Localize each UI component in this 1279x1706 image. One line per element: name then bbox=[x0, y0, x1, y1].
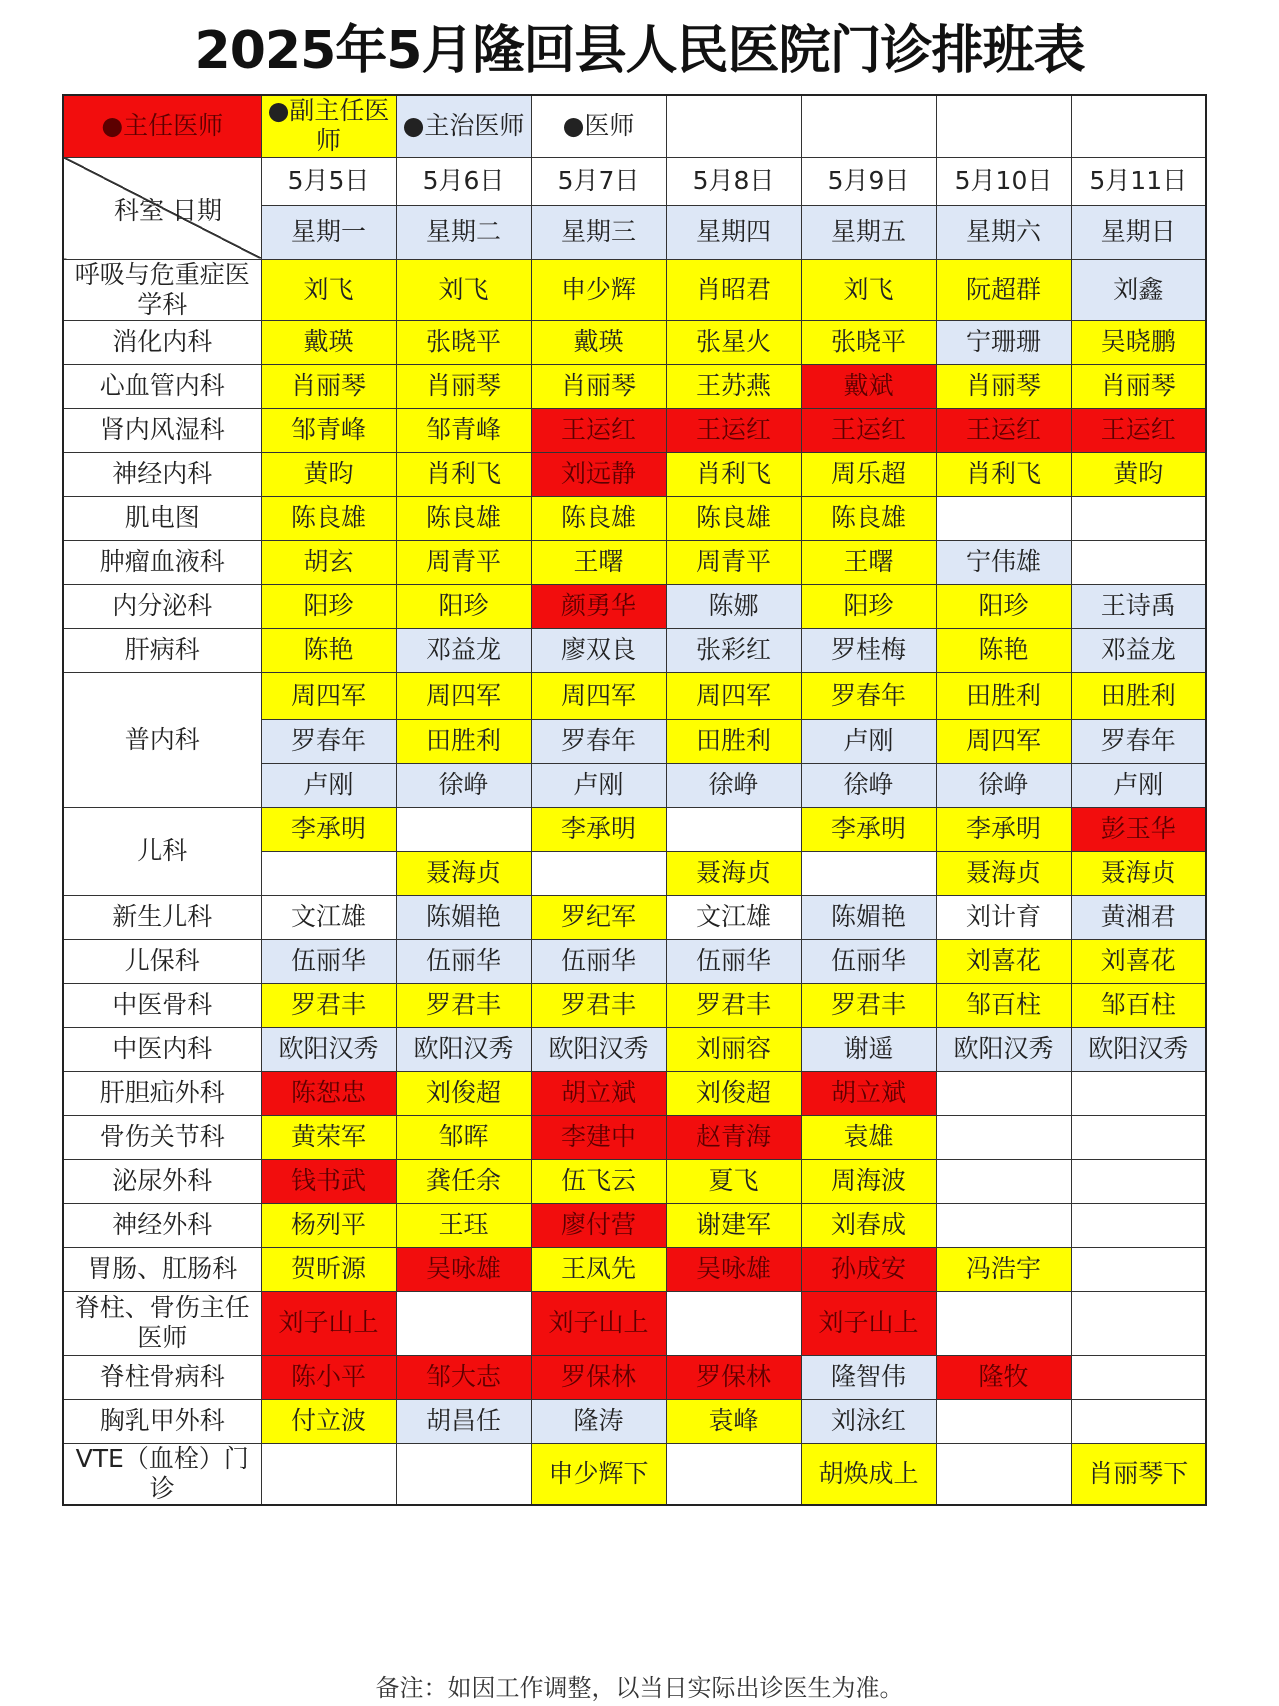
dept-row bbox=[63, 1071, 1206, 1115]
dept-name: 胃肠、肛肠科 bbox=[63, 1247, 261, 1291]
dept-name: 中医内科 bbox=[63, 1027, 261, 1071]
doctor-cell: 罗保林 bbox=[666, 1355, 801, 1399]
doctor-cell: 周青平 bbox=[666, 540, 801, 584]
doctor-cell: 周四军 bbox=[531, 672, 666, 719]
doctor-cell: 欧阳汉秀 bbox=[396, 1027, 531, 1071]
legend-attending: ●主治医师 bbox=[396, 95, 531, 157]
page-title: 2025年5月隆回县人民医院门诊排班表 bbox=[194, 21, 1085, 81]
dept-name: 肾内风湿科 bbox=[63, 408, 261, 452]
date-cell: 5月6日 bbox=[396, 157, 531, 205]
dept-name: VTE（血栓）门诊 bbox=[63, 1443, 261, 1505]
doctor-cell bbox=[936, 1159, 1071, 1203]
doctor-cell: 伍丽华 bbox=[801, 939, 936, 983]
doctor-cell: 李承明 bbox=[936, 807, 1071, 851]
dept-name: 神经外科 bbox=[63, 1203, 261, 1247]
legend-physician: ●医师 bbox=[531, 95, 666, 157]
legend-empty bbox=[1071, 95, 1206, 157]
doctor-cell bbox=[936, 1115, 1071, 1159]
dept-row bbox=[63, 408, 1206, 452]
doctor-cell: 陈良雄 bbox=[801, 496, 936, 540]
doctor-cell bbox=[936, 1399, 1071, 1443]
weekday-cell: 星期一 bbox=[261, 205, 396, 259]
doctor-cell bbox=[261, 1443, 396, 1505]
doctor-cell bbox=[666, 807, 801, 851]
doctor-cell bbox=[936, 496, 1071, 540]
doctor-cell: 肖丽琴 bbox=[936, 364, 1071, 408]
doctor-cell: 欧阳汉秀 bbox=[1071, 1027, 1206, 1071]
doctor-cell: 夏飞 bbox=[666, 1159, 801, 1203]
doctor-cell: 袁峰 bbox=[666, 1399, 801, 1443]
schedule-table bbox=[62, 94, 1207, 1506]
doctor-cell: 申少辉 bbox=[531, 259, 666, 320]
dept-row bbox=[63, 628, 1206, 672]
date-cell: 5月7日 bbox=[531, 157, 666, 205]
dept-name: 骨伤关节科 bbox=[63, 1115, 261, 1159]
weekday-cell: 星期六 bbox=[936, 205, 1071, 259]
doctor-cell: 宁伟雄 bbox=[936, 540, 1071, 584]
doctor-cell: 王运红 bbox=[801, 408, 936, 452]
doctor-cell: 卢刚 bbox=[1071, 763, 1206, 807]
doctor-cell: 伍飞云 bbox=[531, 1159, 666, 1203]
doctor-cell: 黄荣军 bbox=[261, 1115, 396, 1159]
doctor-cell: 吴咏雄 bbox=[666, 1247, 801, 1291]
doctor-cell: 王运红 bbox=[1071, 408, 1206, 452]
dept-row bbox=[63, 1115, 1206, 1159]
doctor-cell: 陈良雄 bbox=[666, 496, 801, 540]
doctor-cell: 邹晖 bbox=[396, 1115, 531, 1159]
doctor-cell: 黄昀 bbox=[261, 452, 396, 496]
doctor-cell: 刘鑫 bbox=[1071, 259, 1206, 320]
doctor-cell: 杨列平 bbox=[261, 1203, 396, 1247]
doctor-cell: 戴瑛 bbox=[261, 320, 396, 364]
dept-name: 新生儿科 bbox=[63, 895, 261, 939]
doctor-cell: 李承明 bbox=[801, 807, 936, 851]
doctor-cell: 王曙 bbox=[531, 540, 666, 584]
doctor-cell: 张晓平 bbox=[801, 320, 936, 364]
doctor-cell: 周海波 bbox=[801, 1159, 936, 1203]
corner-cell bbox=[63, 157, 261, 259]
doctor-cell: 黄湘君 bbox=[1071, 895, 1206, 939]
doctor-cell: 欧阳汉秀 bbox=[261, 1027, 396, 1071]
doctor-cell: 罗春年 bbox=[531, 719, 666, 763]
doctor-cell: 周四军 bbox=[666, 672, 801, 719]
doctor-cell: 刘泳红 bbox=[801, 1399, 936, 1443]
dept-name: 呼吸与危重症医学科 bbox=[63, 259, 261, 320]
doctor-cell: 田胜利 bbox=[396, 719, 531, 763]
doctor-cell: 黄昀 bbox=[1071, 452, 1206, 496]
doctor-cell: 徐峥 bbox=[801, 763, 936, 807]
doctor-cell: 钱书武 bbox=[261, 1159, 396, 1203]
doctor-cell: 文江雄 bbox=[261, 895, 396, 939]
doctor-cell: 罗桂梅 bbox=[801, 628, 936, 672]
doctor-cell bbox=[1071, 1291, 1206, 1355]
doctor-cell: 卢刚 bbox=[261, 763, 396, 807]
doctor-cell: 颜勇华 bbox=[531, 584, 666, 628]
dept-name: 肝病科 bbox=[63, 628, 261, 672]
dept-row bbox=[63, 364, 1206, 408]
doctor-cell: 陈艳 bbox=[261, 628, 396, 672]
doctor-cell: 伍丽华 bbox=[666, 939, 801, 983]
dept-name: 肌电图 bbox=[63, 496, 261, 540]
doctor-cell: 伍丽华 bbox=[261, 939, 396, 983]
doctor-cell: 陈小平 bbox=[261, 1355, 396, 1399]
weekday-cell: 星期三 bbox=[531, 205, 666, 259]
dept-row bbox=[63, 983, 1206, 1027]
doctor-cell: 肖丽琴 bbox=[1071, 364, 1206, 408]
doctor-cell: 李建中 bbox=[531, 1115, 666, 1159]
doctor-cell: 邹百柱 bbox=[1071, 983, 1206, 1027]
doctor-cell: 罗春年 bbox=[1071, 719, 1206, 763]
doctor-cell: 田胜利 bbox=[1071, 672, 1206, 719]
doctor-cell: 徐峥 bbox=[396, 763, 531, 807]
doctor-cell: 罗君丰 bbox=[531, 983, 666, 1027]
doctor-cell: 陈媚艳 bbox=[801, 895, 936, 939]
doctor-cell: 刘飞 bbox=[396, 259, 531, 320]
doctor-cell: 阳珍 bbox=[936, 584, 1071, 628]
doctor-cell: 聂海贞 bbox=[666, 851, 801, 895]
weekday-cell: 星期五 bbox=[801, 205, 936, 259]
doctor-cell: 谢建军 bbox=[666, 1203, 801, 1247]
dept-row bbox=[63, 540, 1206, 584]
doctor-cell bbox=[936, 1203, 1071, 1247]
doctor-cell: 聂海贞 bbox=[1071, 851, 1206, 895]
dept-name: 普内科 bbox=[63, 672, 261, 807]
doctor-cell: 刘子山上 bbox=[801, 1291, 936, 1355]
doctor-cell: 袁雄 bbox=[801, 1115, 936, 1159]
doctor-cell: 刘喜花 bbox=[1071, 939, 1206, 983]
dept-name: 心血管内科 bbox=[63, 364, 261, 408]
doctor-cell: 冯浩宇 bbox=[936, 1247, 1071, 1291]
doctor-cell: 刘子山上 bbox=[531, 1291, 666, 1355]
doctor-cell bbox=[396, 807, 531, 851]
doctor-cell bbox=[666, 1291, 801, 1355]
doctor-cell bbox=[666, 1443, 801, 1505]
doctor-cell bbox=[1071, 1355, 1206, 1399]
date-cell: 5月5日 bbox=[261, 157, 396, 205]
dept-name: 神经内科 bbox=[63, 452, 261, 496]
doctor-cell: 周四军 bbox=[936, 719, 1071, 763]
doctor-cell bbox=[1071, 1159, 1206, 1203]
legend-empty bbox=[666, 95, 801, 157]
doctor-cell: 罗君丰 bbox=[801, 983, 936, 1027]
doctor-cell: 胡昌任 bbox=[396, 1399, 531, 1443]
doctor-cell bbox=[531, 851, 666, 895]
doctor-cell: 邹青峰 bbox=[396, 408, 531, 452]
doctor-cell: 刘飞 bbox=[801, 259, 936, 320]
doctor-cell: 陈良雄 bbox=[261, 496, 396, 540]
doctor-cell: 徐峥 bbox=[936, 763, 1071, 807]
doctor-cell: 阮超群 bbox=[936, 259, 1071, 320]
dept-row bbox=[63, 1355, 1206, 1399]
legend-associate-chief: ●副主任医师 bbox=[261, 95, 396, 157]
doctor-cell: 邹青峰 bbox=[261, 408, 396, 452]
doctor-cell bbox=[1071, 540, 1206, 584]
doctor-cell: 卢刚 bbox=[531, 763, 666, 807]
dept-row bbox=[63, 1027, 1206, 1071]
doctor-cell bbox=[1071, 496, 1206, 540]
doctor-cell bbox=[936, 1071, 1071, 1115]
dept-row bbox=[63, 1443, 1206, 1505]
doctor-cell: 孙成安 bbox=[801, 1247, 936, 1291]
doctor-cell: 周四军 bbox=[261, 672, 396, 719]
legend-chief: ●主任医师 bbox=[63, 95, 261, 157]
doctor-cell: 罗春年 bbox=[261, 719, 396, 763]
date-cell: 5月9日 bbox=[801, 157, 936, 205]
doctor-cell: 戴斌 bbox=[801, 364, 936, 408]
doctor-cell: 刘远静 bbox=[531, 452, 666, 496]
doctor-cell: 刘飞 bbox=[261, 259, 396, 320]
doctor-cell: 阳珍 bbox=[261, 584, 396, 628]
doctor-cell: 陈媚艳 bbox=[396, 895, 531, 939]
doctor-cell: 伍丽华 bbox=[531, 939, 666, 983]
doctor-cell: 刘计育 bbox=[936, 895, 1071, 939]
doctor-cell: 周青平 bbox=[396, 540, 531, 584]
doctor-cell: 张彩红 bbox=[666, 628, 801, 672]
doctor-cell bbox=[261, 851, 396, 895]
doctor-cell: 田胜利 bbox=[936, 672, 1071, 719]
doctor-cell: 罗君丰 bbox=[261, 983, 396, 1027]
doctor-cell: 廖付营 bbox=[531, 1203, 666, 1247]
dept-name: 儿保科 bbox=[63, 939, 261, 983]
doctor-cell bbox=[801, 851, 936, 895]
doctor-cell: 龚任余 bbox=[396, 1159, 531, 1203]
doctor-cell: 聂海贞 bbox=[396, 851, 531, 895]
doctor-cell: 肖利飞 bbox=[666, 452, 801, 496]
doctor-cell: 王曙 bbox=[801, 540, 936, 584]
doctor-cell: 隆牧 bbox=[936, 1355, 1071, 1399]
doctor-cell: 王运红 bbox=[936, 408, 1071, 452]
dept-row bbox=[63, 895, 1206, 939]
doctor-cell: 田胜利 bbox=[666, 719, 801, 763]
doctor-cell: 宁珊珊 bbox=[936, 320, 1071, 364]
doctor-cell: 周乐超 bbox=[801, 452, 936, 496]
doctor-cell: 付立波 bbox=[261, 1399, 396, 1443]
weekday-cell: 星期二 bbox=[396, 205, 531, 259]
doctor-cell bbox=[1071, 1399, 1206, 1443]
doctor-cell: 陈娜 bbox=[666, 584, 801, 628]
doctor-cell: 肖丽琴 bbox=[531, 364, 666, 408]
doctor-cell: 王运红 bbox=[531, 408, 666, 452]
dept-name: 中医骨科 bbox=[63, 983, 261, 1027]
doctor-cell: 王凤先 bbox=[531, 1247, 666, 1291]
doctor-cell: 肖利飞 bbox=[396, 452, 531, 496]
doctor-cell: 胡玄 bbox=[261, 540, 396, 584]
doctor-cell: 周四军 bbox=[396, 672, 531, 719]
doctor-cell: 徐峥 bbox=[666, 763, 801, 807]
dept-row bbox=[63, 1291, 1206, 1355]
dept-row bbox=[63, 452, 1206, 496]
doctor-cell: 王诗禹 bbox=[1071, 584, 1206, 628]
doctor-cell: 罗君丰 bbox=[666, 983, 801, 1027]
doctor-cell: 欧阳汉秀 bbox=[531, 1027, 666, 1071]
dept-row bbox=[63, 807, 1206, 851]
footnote: 备注：如因工作调整，以当日实际出诊医生为准。 bbox=[375, 1674, 904, 1702]
doctor-cell: 刘俊超 bbox=[396, 1071, 531, 1115]
doctor-cell: 李承明 bbox=[531, 807, 666, 851]
dept-row bbox=[63, 320, 1206, 364]
dept-name: 肝胆疝外科 bbox=[63, 1071, 261, 1115]
doctor-cell: 刘丽容 bbox=[666, 1027, 801, 1071]
doctor-cell: 隆智伟 bbox=[801, 1355, 936, 1399]
dept-row bbox=[63, 672, 1206, 719]
doctor-cell: 王珏 bbox=[396, 1203, 531, 1247]
doctor-cell bbox=[936, 1291, 1071, 1355]
doctor-cell: 吴晓鹏 bbox=[1071, 320, 1206, 364]
doctor-cell: 王苏燕 bbox=[666, 364, 801, 408]
doctor-cell: 罗保林 bbox=[531, 1355, 666, 1399]
legend-empty bbox=[801, 95, 936, 157]
doctor-cell bbox=[396, 1291, 531, 1355]
doctor-cell: 贺昕源 bbox=[261, 1247, 396, 1291]
doctor-cell: 彭玉华 bbox=[1071, 807, 1206, 851]
dept-row bbox=[63, 939, 1206, 983]
dept-name: 泌尿外科 bbox=[63, 1159, 261, 1203]
doctor-cell: 肖丽琴 bbox=[261, 364, 396, 408]
doctor-cell: 阳珍 bbox=[396, 584, 531, 628]
dept-row bbox=[63, 496, 1206, 540]
doctor-cell: 戴瑛 bbox=[531, 320, 666, 364]
dept-name: 脊柱、骨伤主任医师 bbox=[63, 1291, 261, 1355]
doctor-cell: 吴咏雄 bbox=[396, 1247, 531, 1291]
doctor-cell: 阳珍 bbox=[801, 584, 936, 628]
doctor-cell: 聂海贞 bbox=[936, 851, 1071, 895]
doctor-cell: 王运红 bbox=[666, 408, 801, 452]
doctor-cell: 伍丽华 bbox=[396, 939, 531, 983]
doctor-cell: 肖丽琴 bbox=[396, 364, 531, 408]
doctor-cell: 张晓平 bbox=[396, 320, 531, 364]
doctor-cell: 胡立斌 bbox=[531, 1071, 666, 1115]
dept-row bbox=[63, 1247, 1206, 1291]
doctor-cell: 肖丽琴下 bbox=[1071, 1443, 1206, 1505]
legend-row bbox=[63, 95, 1206, 157]
doctor-cell: 邓益龙 bbox=[1071, 628, 1206, 672]
doctor-cell: 申少辉下 bbox=[531, 1443, 666, 1505]
weekday-cell: 星期四 bbox=[666, 205, 801, 259]
doctor-cell: 胡立斌 bbox=[801, 1071, 936, 1115]
dept-name: 肿瘤血液科 bbox=[63, 540, 261, 584]
dept-row bbox=[63, 1203, 1206, 1247]
date-cell: 5月8日 bbox=[666, 157, 801, 205]
doctor-cell: 隆涛 bbox=[531, 1399, 666, 1443]
doctor-cell bbox=[936, 1443, 1071, 1505]
doctor-cell: 李承明 bbox=[261, 807, 396, 851]
dept-name: 胸乳甲外科 bbox=[63, 1399, 261, 1443]
corner-date-label: 日期 bbox=[172, 195, 223, 225]
dept-row bbox=[63, 259, 1206, 320]
date-row bbox=[63, 157, 1206, 205]
dept-name: 脊柱骨病科 bbox=[63, 1355, 261, 1399]
dept-row bbox=[63, 584, 1206, 628]
doctor-cell: 邓益龙 bbox=[396, 628, 531, 672]
dept-row bbox=[63, 1159, 1206, 1203]
doctor-cell: 邹大志 bbox=[396, 1355, 531, 1399]
doctor-cell: 罗君丰 bbox=[396, 983, 531, 1027]
doctor-cell: 赵青海 bbox=[666, 1115, 801, 1159]
doctor-cell: 邹百柱 bbox=[936, 983, 1071, 1027]
doctor-cell: 文江雄 bbox=[666, 895, 801, 939]
date-cell: 5月11日 bbox=[1071, 157, 1206, 205]
weekday-cell: 星期日 bbox=[1071, 205, 1206, 259]
doctor-cell: 刘春成 bbox=[801, 1203, 936, 1247]
doctor-cell: 陈良雄 bbox=[396, 496, 531, 540]
doctor-cell: 刘喜花 bbox=[936, 939, 1071, 983]
doctor-cell: 卢刚 bbox=[801, 719, 936, 763]
date-cell: 5月10日 bbox=[936, 157, 1071, 205]
doctor-cell: 刘俊超 bbox=[666, 1071, 801, 1115]
dept-name: 消化内科 bbox=[63, 320, 261, 364]
doctor-cell: 肖昭君 bbox=[666, 259, 801, 320]
doctor-cell: 肖利飞 bbox=[936, 452, 1071, 496]
dept-name: 儿科 bbox=[63, 807, 261, 895]
doctor-cell bbox=[1071, 1071, 1206, 1115]
dept-row bbox=[63, 1399, 1206, 1443]
doctor-cell bbox=[1071, 1115, 1206, 1159]
doctor-cell: 张星火 bbox=[666, 320, 801, 364]
doctor-cell bbox=[1071, 1247, 1206, 1291]
doctor-cell: 陈恕忠 bbox=[261, 1071, 396, 1115]
corner-dept-label: 科室 bbox=[114, 195, 165, 225]
doctor-cell bbox=[1071, 1203, 1206, 1247]
doctor-cell: 罗纪军 bbox=[531, 895, 666, 939]
legend-empty bbox=[936, 95, 1071, 157]
doctor-cell: 谢遥 bbox=[801, 1027, 936, 1071]
doctor-cell bbox=[396, 1443, 531, 1505]
doctor-cell: 廖双良 bbox=[531, 628, 666, 672]
doctor-cell: 欧阳汉秀 bbox=[936, 1027, 1071, 1071]
doctor-cell: 陈艳 bbox=[936, 628, 1071, 672]
doctor-cell: 刘子山上 bbox=[261, 1291, 396, 1355]
doctor-cell: 胡焕成上 bbox=[801, 1443, 936, 1505]
dept-name: 内分泌科 bbox=[63, 584, 261, 628]
doctor-cell: 陈良雄 bbox=[531, 496, 666, 540]
doctor-cell: 罗春年 bbox=[801, 672, 936, 719]
